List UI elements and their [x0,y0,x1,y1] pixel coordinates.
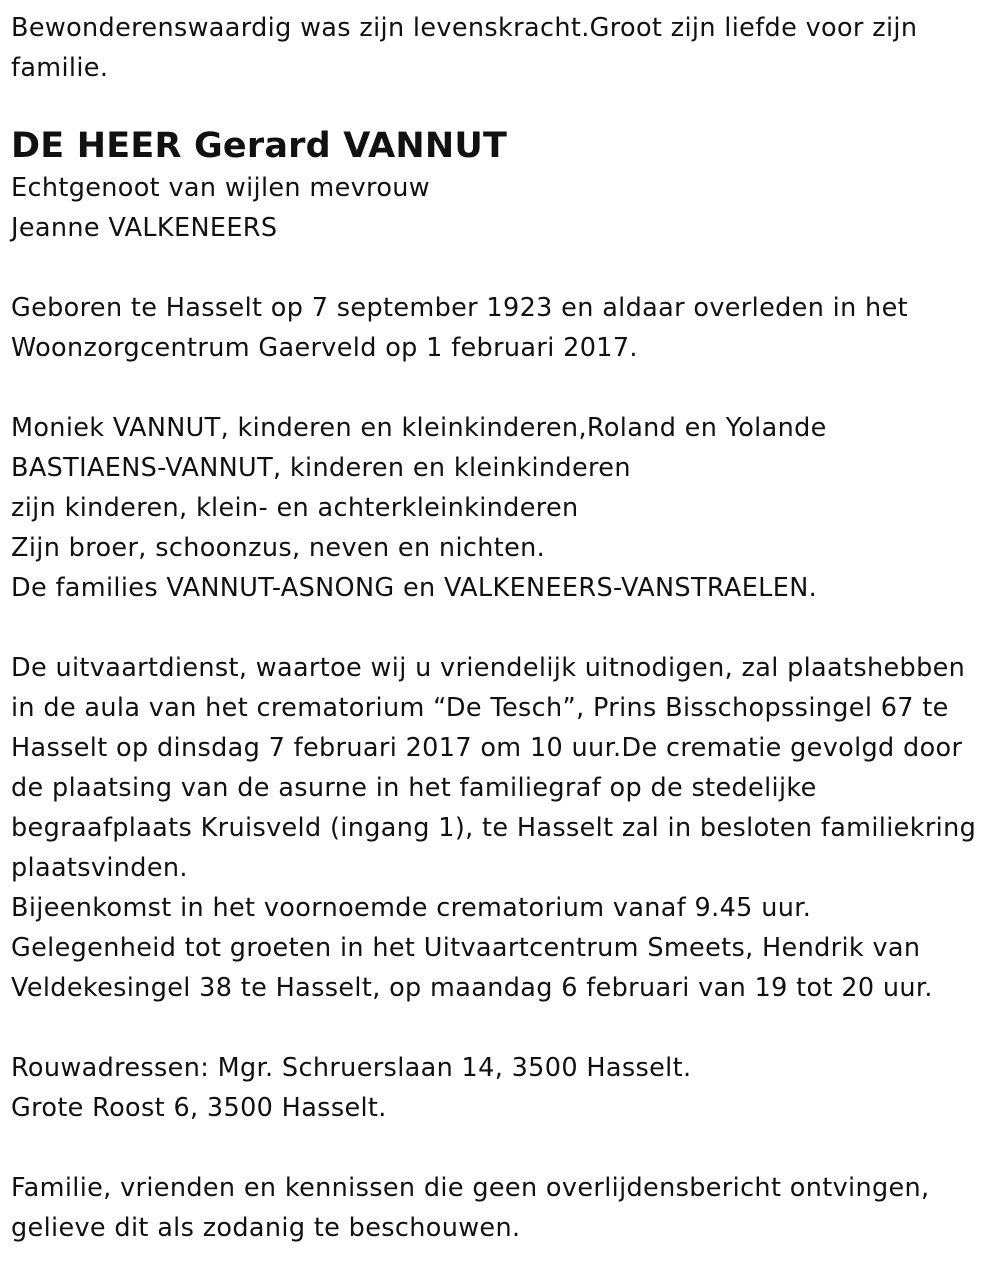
service-line: Veldekesingel 38 te Hasselt, op maandag 6 februari van 19 tot 20 uur. [11,973,933,1003]
spacer [11,1128,990,1168]
family-list [11,408,990,608]
deceased-name-heading: DE HEER Gerard VANNUT [11,126,508,166]
intro-line-2: familie. [11,53,109,83]
address-line-1: Rouwadressen: Mgr. Schruerslaan 14, 3500 Hasselt. [11,1053,692,1083]
service-line: Hasselt op dinsdag 7 februari 2017 om 10 uur.De crematie gevolgd door [11,733,963,763]
birth-death-line-2: Woonzorgcentrum Gaerveld op 1 februari 2017. [11,333,638,363]
service-line: in de aula van het crematorium “De Tesch”, Prins Bisschopssingel 67 te [11,693,949,723]
spacer [11,248,990,288]
spacer [11,608,990,648]
family-line: BASTIAENS-VANNUT, kinderen en kleinkinderen [11,453,631,483]
intro-quote [11,8,990,88]
service-line: de plaatsing van de asurne in het familiegraf op de stedelijke [11,773,817,803]
intro-line-1: Bewonderenswaardig was zijn levenskracht.Groot zijn liefde voor zijn [11,13,918,43]
spouse-info [11,168,990,248]
birth-death-info [11,288,990,368]
family-line: zijn kinderen, klein- en achterkleinkinderen [11,493,579,523]
family-line: De families VANNUT-ASNONG en VALKENEERS-VANSTRAELEN. [11,573,818,603]
spouse-line-2: Jeanne VALKENEERS [11,213,278,243]
service-line: De uitvaartdienst, waartoe wij u vriendelijk uitnodigen, zal plaatshebben [11,653,966,683]
family-line: Zijn broer, schoonzus, neven en nichten. [11,533,546,563]
spacer [11,1008,990,1048]
closing-line-2: gelieve dit als zodanig te beschouwen. [11,1213,521,1243]
closing-note [11,1168,990,1248]
spacer [11,368,990,408]
family-line: Moniek VANNUT, kinderen en kleinkinderen,Roland en Yolande [11,413,827,443]
condolence-addresses [11,1048,990,1128]
birth-death-line-1: Geboren te Hasselt op 7 september 1923 en aldaar overleden in het [11,293,908,323]
spouse-line-1: Echtgenoot van wijlen mevrouw [11,173,430,203]
service-line: plaatsvinden. [11,853,188,883]
service-line: begraafplaats Kruisveld (ingang 1), te Hasselt zal in besloten familiekring [11,813,977,843]
service-line: Gelegenheid tot groeten in het Uitvaartcentrum Smeets, Hendrik van [11,933,921,963]
service-line: Bijeenkomst in het voornoemde crematorium vanaf 9.45 uur. [11,893,812,923]
address-line-2: Grote Roost 6, 3500 Hasselt. [11,1093,387,1123]
funeral-service-info [11,648,990,1008]
closing-line-1: Familie, vrienden en kennissen die geen overlijdensbericht ontvingen, [11,1173,930,1203]
